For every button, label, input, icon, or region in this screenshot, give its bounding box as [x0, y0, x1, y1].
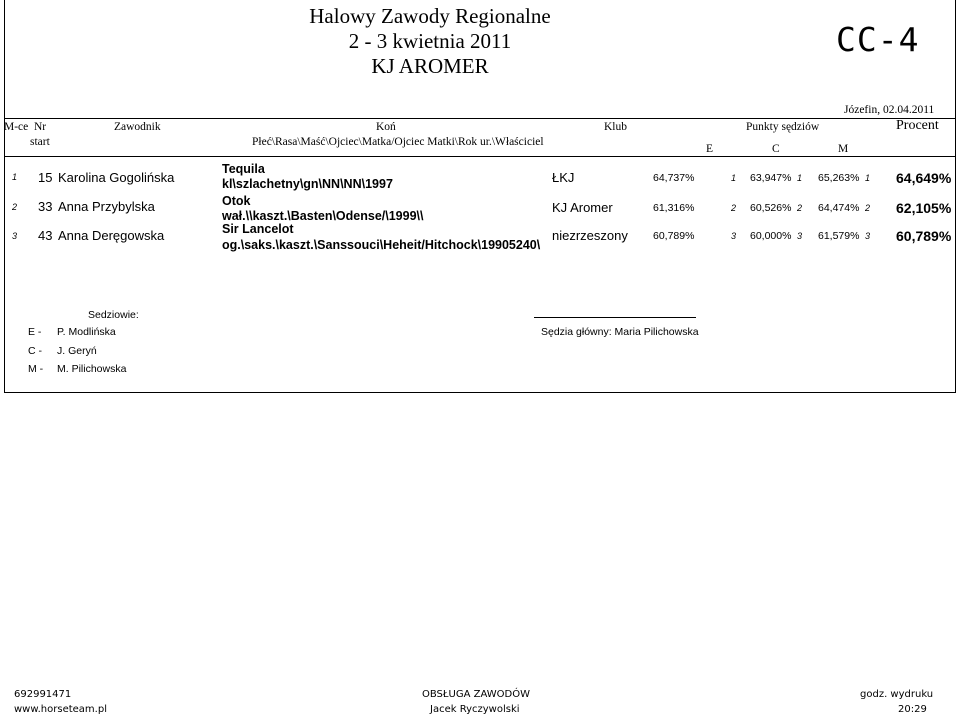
- class-code: CC-4: [836, 20, 920, 59]
- header-top-rule: [4, 118, 956, 119]
- row-horse-name: Tequila: [222, 162, 265, 176]
- row-rider: Karolina Gogolińska: [58, 170, 175, 185]
- row-percent: 60,789%: [896, 228, 952, 244]
- row-club: niezrzeszony: [552, 228, 628, 243]
- col-club: Klub: [604, 121, 627, 133]
- row-percent: 64,649%: [896, 170, 952, 186]
- row-e-score: 64,737%: [653, 172, 695, 184]
- judge-e-position: E -: [28, 326, 42, 338]
- row-c-rank: 1: [797, 173, 803, 183]
- row-c-score: 60,526%: [750, 202, 792, 214]
- signature-line: [534, 317, 696, 318]
- row-m-rank: 3: [865, 231, 871, 241]
- judge-c-position: C -: [28, 345, 42, 357]
- location-date: Józefin, 02.04.2011: [844, 104, 935, 116]
- row-number: 15: [38, 170, 53, 185]
- col-horse: Koń: [376, 121, 396, 133]
- row-c-score: 60,000%: [750, 230, 792, 242]
- row-horse-details: og.\saks.\kaszt.\Sanssouci\Heheit/Hitchock\19905240\: [222, 238, 541, 252]
- judge-c-name: J. Geryń: [57, 345, 97, 357]
- row-c-rank: 2: [797, 203, 803, 213]
- row-number: 43: [38, 228, 53, 243]
- row-c-score: 63,947%: [750, 172, 792, 184]
- row-number: 33: [38, 199, 53, 214]
- row-horse-details: wał.\\kaszt.\Basten\Odense/\1999\\: [222, 209, 424, 223]
- row-e-rank: 3: [731, 231, 737, 241]
- row-e-score: 61,316%: [653, 202, 695, 214]
- col-rider: Zawodnik: [114, 121, 161, 133]
- row-e-rank: 1: [731, 173, 737, 183]
- footer-print-time-label: godz. wydruku: [860, 689, 934, 700]
- col-judge-m: M: [838, 143, 849, 155]
- footer-service-label: OBSŁUGA ZAWODÓW: [422, 689, 530, 700]
- row-place: 1: [12, 172, 18, 182]
- row-percent: 62,105%: [896, 200, 952, 216]
- col-judges-points: Punkty sędziów: [746, 121, 820, 133]
- row-m-score: 64,474%: [818, 202, 860, 214]
- row-m-rank: 1: [865, 173, 871, 183]
- header-bottom-rule: [4, 156, 956, 157]
- col-number: Nr: [34, 121, 47, 133]
- footer-phone: 692991471: [14, 689, 72, 700]
- footer-website: www.horseteam.pl: [14, 704, 107, 715]
- row-horse-details: kl\szlachetny\gn\NN\NN\1997: [222, 177, 393, 191]
- row-e-rank: 2: [731, 203, 737, 213]
- judges-heading: Sedziowie:: [88, 309, 139, 321]
- event-organizer: KJ AROMER: [371, 54, 489, 78]
- judge-m-position: M -: [28, 363, 44, 375]
- row-place: 2: [12, 202, 18, 212]
- row-rider: Anna Przybylska: [58, 199, 155, 214]
- row-horse-name: Sir Lancelot: [222, 222, 294, 236]
- footer-print-time: 20:29: [898, 704, 927, 715]
- event-dates: 2 - 3 kwietnia 2011: [348, 29, 512, 53]
- row-e-score: 60,789%: [653, 230, 695, 242]
- col-horse-details: Płeć\Rasa\Maść\Ojciec\Matka/Ojciec Matki\Rok ur.\Właściciel: [252, 136, 544, 148]
- row-m-score: 61,579%: [818, 230, 860, 242]
- judge-m-name: M. Pilichowska: [57, 363, 127, 375]
- head-judge: Sędzia główny: Maria Pilichowska: [541, 326, 699, 338]
- row-club: ŁKJ: [552, 170, 575, 185]
- row-m-rank: 2: [865, 203, 871, 213]
- col-place: M-ce: [4, 121, 29, 133]
- row-m-score: 65,263%: [818, 172, 860, 184]
- col-judge-e: E: [706, 143, 714, 155]
- col-percent: Procent: [896, 118, 939, 133]
- col-number-start: start: [30, 136, 50, 148]
- row-rider: Anna Deręgowska: [58, 228, 165, 243]
- judge-e-name: P. Modlińska: [57, 326, 116, 338]
- row-horse-name: Otok: [222, 194, 251, 208]
- row-place: 3: [12, 231, 18, 241]
- row-club: KJ Aromer: [552, 200, 613, 215]
- col-judge-c: C: [772, 143, 780, 155]
- row-c-rank: 3: [797, 231, 803, 241]
- footer-service-name: Jacek Ryczywolski: [430, 704, 520, 715]
- event-title: Halowy Zawody Regionalne: [309, 4, 551, 28]
